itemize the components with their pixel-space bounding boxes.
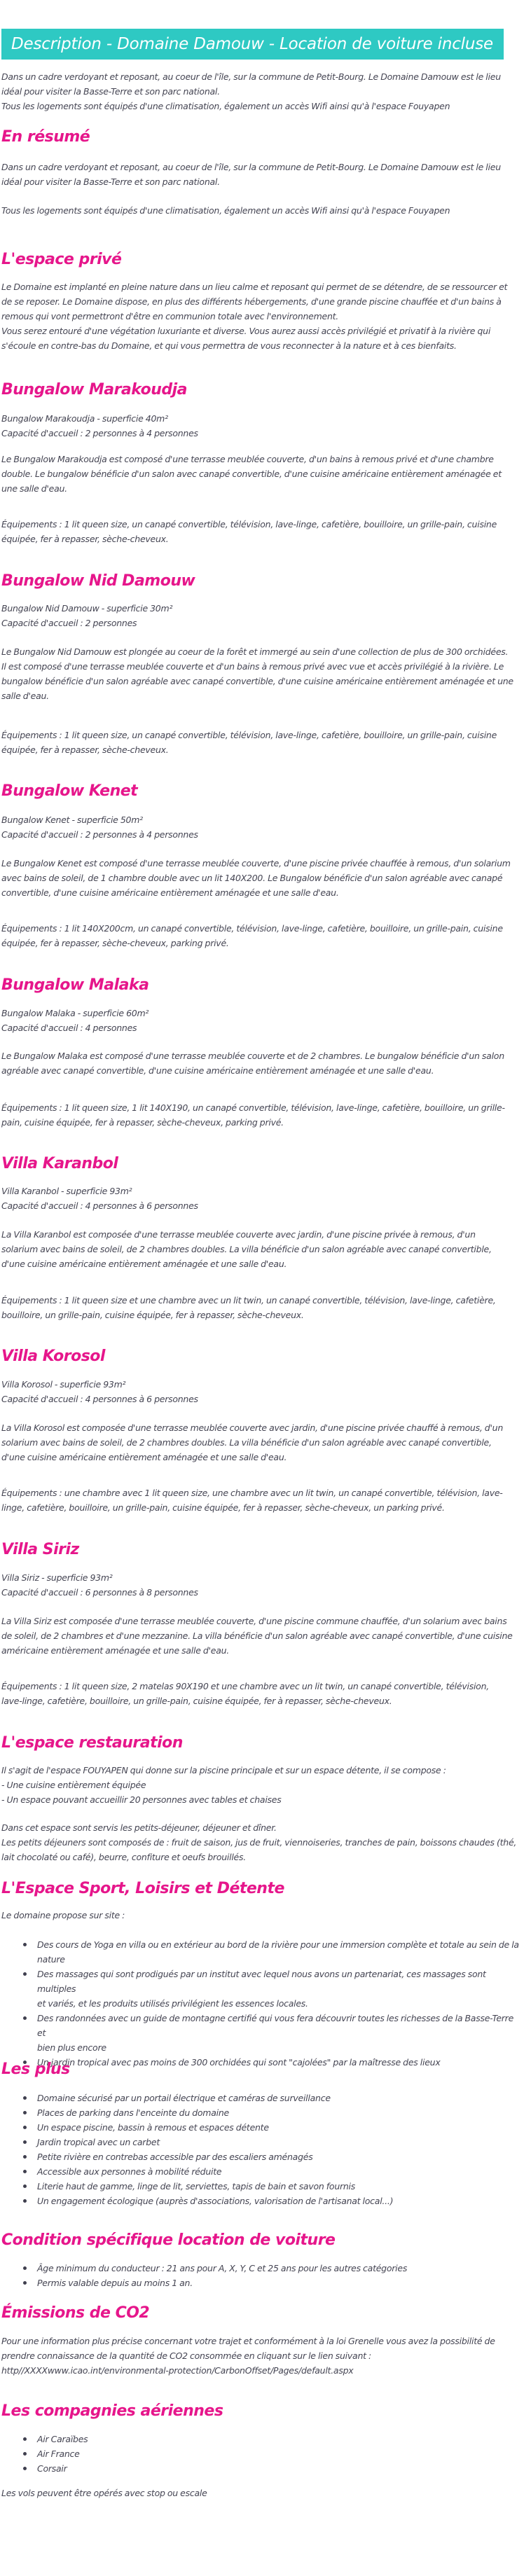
plus-list [23,2091,520,2208]
text-line: solarium avec bains de soleil, de 2 chambres doubles. La villa bénéficie d'un salon agréable avec canapé convertible, [1,1437,492,1448]
text-line: une salle d'eau. [1,483,67,494]
list-item [23,2011,520,2055]
resume-paragraph-2 [1,203,525,218]
text-line: idéal pour visiter la Basse-Terre et son parc national. [1,86,220,97]
list-item [23,2261,520,2276]
heading-kenet: Bungalow Kenet [1,782,138,800]
text-line: Dans un cadre verdoyant et reposant, au coeur de l'île, sur la commune de Petit-Bourg. Le Domaine Damouw est le lieu [1,71,501,82]
text-line: - Une cuisine entièrement équipée [1,1780,146,1790]
text-line: Bungalow Nid Damouw - superficie 30m² [1,603,173,614]
text-line: agréable avec canapé convertible, d'une cuisine américaine entièrement aménagée et une salle d'eau. [1,1065,434,1076]
text-line: Équipements : 1 lit queen size, un canapé convertible, télévision, lave-linge, cafetière, bouilloire, un grille-pain, cuisine [1,519,497,529]
list-item [23,2120,520,2135]
karanbol-info [1,1184,525,1213]
kenet-description [1,856,525,900]
text-line: Tous les logements sont équipés d'une climatisation, également un accès Wifi ainsi qu'à l'espace Fouyapen [1,205,450,216]
text-line: Capacité d'accueil : 4 personnes à 6 personnes [1,1200,198,1211]
siriz-equipments [1,1679,525,1708]
heading-resume: En résumé [1,128,90,146]
marakoudja-description [1,452,525,496]
bullet-icon [23,2140,27,2144]
bullet-icon [23,1972,27,1976]
text-line: nature [37,1954,65,1965]
list-item-text: Permis valable depuis au moins 1 an. [37,2278,193,2288]
malaka-equipments [1,1100,525,1130]
list-item-text: Corsair [37,2463,67,2474]
text-line: Des massages qui sont prodigués par un institut avec lequel nous avons un partenariat, ces massages sont multiples [37,1969,486,1994]
siriz-description [1,1614,525,1658]
text-line: Le Bungalow Malaka est composé d'une terrasse meublée couverte et de 2 chambres. Le bungalow bénéficie d'un salon [1,1051,504,1061]
heading-espace-prive: L'espace privé [1,251,122,268]
bullet-icon [23,2096,27,2100]
text-line: Équipements : 1 lit queen size, 2 matelas 90X190 et une chambre avec un lit twin, un canapé convertible, télévision, [1,1681,489,1691]
kenet-info [1,812,525,842]
text-line: Dans un cadre verdoyant et reposant, au coeur de l'île, sur la commune de Petit-Bourg. Le Domaine Damouw est le lieu [1,162,501,172]
korosol-equipments [1,1486,525,1515]
text-line: bouilloire, un grille-pain, cuisine équipée, fer à repasser, sèche-cheveux. [1,1310,304,1320]
text-line: prendre connaissance de la quantité de CO2 consommée en cliquant sur le lien suivant : [1,2350,371,2361]
text-line: Équipements : 1 lit queen size et une chambre avec un lit twin, un canapé convertible, télévision, lave-linge, cafetière, [1,1295,496,1306]
marakoudja-info [1,411,525,441]
bullet-icon [23,2111,27,2114]
text-line: double. Le bungalow bénéficie d'un salon avec canapé convertible, d'une cuisine américaine entièrement aménagée et [1,469,502,479]
marakoudja-equipments [1,517,525,546]
text-line: Équipements : une chambre avec 1 lit queen size, une chambre avec un lit twin, un canapé convertible, télévision, lave- [1,1488,503,1498]
nid-damouw-equipments [1,728,525,757]
list-item [23,2105,520,2120]
kenet-equipments [1,921,525,950]
karanbol-description [1,1227,525,1271]
text-line: Vous serez entouré d'une végétation luxuriante et diverse. Vous aurez aussi accès privilégié et privatif à la rivière qui [1,326,491,336]
compagnies-list [23,2432,520,2476]
heading-marakoudja: Bungalow Marakoudja [1,381,188,399]
list-item-text: Air Caraïbes [37,2434,88,2444]
text-line: lait chocolaté ou café), beurre, confiture et oeufs brouillés. [1,1852,246,1862]
text-line: La Villa Korosol est composée d'une terrasse meublée couverte avec jardin, d'une piscine privée chauffé à remous, d'un [1,1422,503,1433]
text-line: Villa Karanbol - superficie 93m² [1,1186,132,1196]
siriz-info [1,1570,525,1600]
list-item [23,2055,520,2070]
nid-damouw-info [1,601,525,630]
text-line: Il est composé d'une terrasse meublée couverte et d'un bains à remous privé avec vue et accès privilégié à la rivière. Le [1,661,504,672]
text-line: pain, cuisine équipée, fer à repasser, sèche-cheveux, parking privé. [1,1117,284,1128]
text-line: Équipements : 1 lit queen size, 1 lit 140X190, un canapé convertible, télévision, lave-linge, cafetière, bouilloire, un grille- [1,1102,505,1113]
list-item [23,2164,520,2179]
list-item [23,1967,520,2011]
text-line: Bungalow Malaka - superficie 60m² [1,1008,149,1018]
text-line: Des cours de Yoga en villa ou en extérieur au bord de la rivière pour une immersion complète et totale au sein de la [37,1939,519,1950]
text-line: Le Bungalow Nid Damouw est plongée au coeur de la forêt et immergé au sein d'une collection de plus de 300 orchidées. [1,646,509,657]
text-line: remous qui vont permettront d'être en communion totale avec l'environnement. [1,311,339,321]
bullet-icon [23,2266,27,2270]
restauration-paragraph [1,1763,525,1807]
bullet-icon [23,2155,27,2159]
text-line: Équipements : 1 lit queen size, un canapé convertible, télévision, lave-linge, cafetière, bouilloire, un grille-pain, cuisine [1,730,497,740]
bullet-icon [23,1943,27,1946]
text-line: avec bains de soleil, de 1 chambre double avec un lit 140X200. Le Bungalow bénéficie d'un salon agréable avec canapé [1,873,503,883]
list-item [23,2276,520,2290]
text-line: Le Bungalow Kenet est composé d'une terrasse meublée couverte, d'une piscine privée chauffée à remous, d'un solarium [1,858,511,868]
korosol-info [1,1377,525,1406]
bullet-icon [23,2281,27,2285]
nid-damouw-description [1,644,525,703]
list-item-text: Un espace piscine, bassin à remous et espaces détente [37,2122,269,2133]
korosol-description [1,1420,525,1464]
intro-paragraph [1,69,525,113]
text-line: lave-linge, cafetière, bouilloire, un grille-pain, cuisine équipée, fer à repasser, sèche-cheveux. [1,1696,392,1706]
list-item [23,2446,520,2461]
text-line: Équipements : 1 lit 140X200cm, un canapé convertible, télévision, lave-linge, cafetière, bouilloire, un grille-pain, cuisine [1,923,503,934]
bullet-icon [23,2126,27,2129]
text-line: Un jardin tropical avec pas moins de 300 orchidées qui sont "cajolées" par la maîtresse des lieux [37,2057,441,2068]
text-line: bungalow bénéficie d'un salon agréable avec canapé convertible, d'une cuisine américaine entièrement aménagée et une [1,676,513,686]
text-line: Le Bungalow Marakoudja est composé d'une terrasse meublée couverte, d'un bains à remous privé et d'une chambre [1,454,494,464]
text-line: - Un espace pouvant accueillir 20 personnes avec tables et chaises [1,1794,282,1805]
text-line: Villa Siriz - superficie 93m² [1,1572,113,1583]
bullet-icon [23,2170,27,2173]
text-line: Capacité d'accueil : 2 personnes à 4 personnes [1,829,198,840]
condition-list [23,2261,520,2290]
bullet-icon [23,2199,27,2203]
text-line: s'écoule en contre-bas du Domaine, et qui vous permettra de vous reconnecter à la nature et à ces bienfaits. [1,340,457,351]
heading-compagnies-aeriennes: Les compagnies aériennes [1,2402,223,2420]
text-line: Villa Korosol - superficie 93m² [1,1379,126,1390]
list-item [23,1937,520,1967]
list-item-text: Accessible aux personnes à mobilité réduite [37,2166,222,2177]
text-line: Capacité d'accueil : 4 personnes [1,1023,137,1033]
malaka-description [1,1048,525,1078]
heading-nid-damouw: Bungalow Nid Damouw [1,572,195,590]
text-line: linge, cafetière, bouilloire, un grille-pain, cuisine équipée, fer à repasser, sèche-cheveux, un parking privé. [1,1502,445,1513]
bullet-icon [23,2016,27,2020]
list-item-text: Air France [37,2449,80,2459]
text-line: convertible, d'une cuisine américaine entièrement aménagée et une salle d'eau. [1,887,339,898]
text-line: Capacité d'accueil : 6 personnes à 8 personnes [1,1587,198,1598]
text-line: Capacité d'accueil : 2 personnes à 4 personnes [1,428,198,438]
list-item [23,2194,520,2208]
bullet-icon [23,2437,27,2441]
heading-karanbol: Villa Karanbol [1,1155,118,1172]
sport-list [23,1937,520,2070]
text-line: Capacité d'accueil : 2 personnes [1,618,137,628]
heading-sport-loisirs: L'Espace Sport, Loisirs et Détente [1,1880,284,1897]
co2-paragraph [1,2334,525,2378]
heading-restauration: L'espace restauration [1,1734,183,1752]
list-item-text: Petite rivière en contrebas accessible par des escaliers aménagés [37,2152,313,2162]
text-line: équipée, fer à repasser, sèche-cheveux. [1,745,169,755]
text-line: Les petits déjeuners sont composés de : fruit de saison, jus de fruit, viennoiseries, tranches de pain, boissons chaudes (thé, [1,1837,517,1848]
text-line: d'une cuisine américaine entièrement aménagée et une salle d'eau. [1,1259,287,1269]
text-line: américaine entièrement aménagée et une salle d'eau. [1,1645,230,1656]
text-line: Des randonnées avec un guide de montagne certifié qui vous fera découvrir toutes les richesses de la Basse-Terre et [37,2013,514,2038]
text-line: Il s'agit de l'espace FOUYAPEN qui donne sur la piscine principale et sur un espace détente, il se compose : [1,1765,446,1775]
list-item [23,2091,520,2105]
bullet-icon [23,2184,27,2188]
list-item-text: Places de parking dans l'enceinte du domaine [37,2107,229,2118]
text-line: Tous les logements sont équipés d'une climatisation, également un accès Wifi ainsi qu'à l'espace Fouyapen [1,101,450,111]
co2-link[interactable]: http//XXXXwww.icao.int/environmental-protection/CarbonOffset/Pages/default.aspx [1,2365,354,2376]
text-line: bien plus encore [37,2042,106,2053]
malaka-info [1,1006,525,1035]
text-line: La Villa Karanbol est composée d'une terrasse meublée couverte avec jardin, d'une piscine privée à remous, d'un [1,1229,476,1240]
text-line: idéal pour visiter la Basse-Terre et son parc national. [1,176,220,187]
text-line: Bungalow Kenet - superficie 50m² [1,815,143,825]
list-item-text: Un engagement écologique (auprès d'associations, valorisation de l'artisanat local...) [37,2196,394,2206]
heading-korosol: Villa Korosol [1,1348,105,1365]
text-line: salle d'eau. [1,691,49,701]
text-line: Capacité d'accueil : 4 personnes à 6 personnes [1,1394,198,1404]
page-title-banner: Description - Domaine Damouw - Location de voiture incluse [1,29,504,60]
heading-les-plus: Les plus [1,2061,70,2078]
list-item [23,2149,520,2164]
text-line: équipée, fer à repasser, sèche-cheveux. [1,534,169,544]
text-line: La Villa Siriz est composée d'une terrasse meublée couverte, d'une piscine commune chauffée, d'un solarium avec bains [1,1616,507,1626]
text-line: d'une cuisine américaine entièrement aménagée et une salle d'eau. [1,1452,287,1462]
resume-paragraph [1,160,525,189]
heading-condition-location: Condition spécifique location de voiture [1,2231,336,2249]
text-line: Pour une information plus précise concernant votre trajet et conformément à la loi Grenelle vous avez la possibilité de [1,2336,495,2346]
compagnies-footer-note: Les vols peuvent être opérés avec stop ou escale [1,2488,207,2498]
text-line: de soleil, de 2 chambres et d'une mezzanine. La villa bénéficie d'un salon agréable avec canapé convertible, d'une cuisine [1,1630,513,1641]
text-line: équipée, fer à repasser, sèche-cheveux, parking privé. [1,938,229,948]
text-line: Dans cet espace sont servis les petits-déjeuner, déjeuner et dîner. [1,1822,277,1833]
text-line: Le Domaine est implanté en pleine nature dans un lieu calme et reposant qui permet de se détendre, de se ressourcer et [1,282,508,292]
list-item [23,2135,520,2149]
heading-malaka: Bungalow Malaka [1,976,149,994]
restauration-paragraph-2 [1,1820,525,1864]
prive-paragraph [1,279,525,353]
bullet-icon [23,2467,27,2470]
text-line: et variés, et les produits utilisés privilégient les essences locales. [37,1998,308,2009]
heading-siriz: Villa Siriz [1,1541,79,1558]
list-item-text: Literie haut de gamme, linge de lit, serviettes, tapis de bain et savon fournis [37,2181,356,2191]
sport-intro: Le domaine propose sur site : [1,1910,125,1920]
list-item [23,2432,520,2446]
karanbol-equipments [1,1293,525,1322]
list-item-text: Jardin tropical avec un carbet [37,2137,160,2147]
heading-emissions-co2: Émissions de CO2 [1,2304,150,2322]
bullet-icon [23,2452,27,2456]
list-item [23,2461,520,2476]
list-item-text: Domaine sécurisé par un portail électrique et caméras de surveillance [37,2093,331,2103]
text-line: Bungalow Marakoudja - superficie 40m² [1,413,168,424]
text-line: solarium avec bains de soleil, de 2 chambres doubles. La villa bénéficie d'un salon agréable avec canapé convertible, [1,1244,492,1254]
list-item [23,2179,520,2194]
list-item-text: Âge minimum du conducteur : 21 ans pour A, X, Y, C et 25 ans pour les autres catégories [37,2263,408,2273]
text-line: de se reposer. Le Domaine dispose, en plus des différents hébergements, d'une grande piscine chauffée et d'un bains à [1,296,502,307]
